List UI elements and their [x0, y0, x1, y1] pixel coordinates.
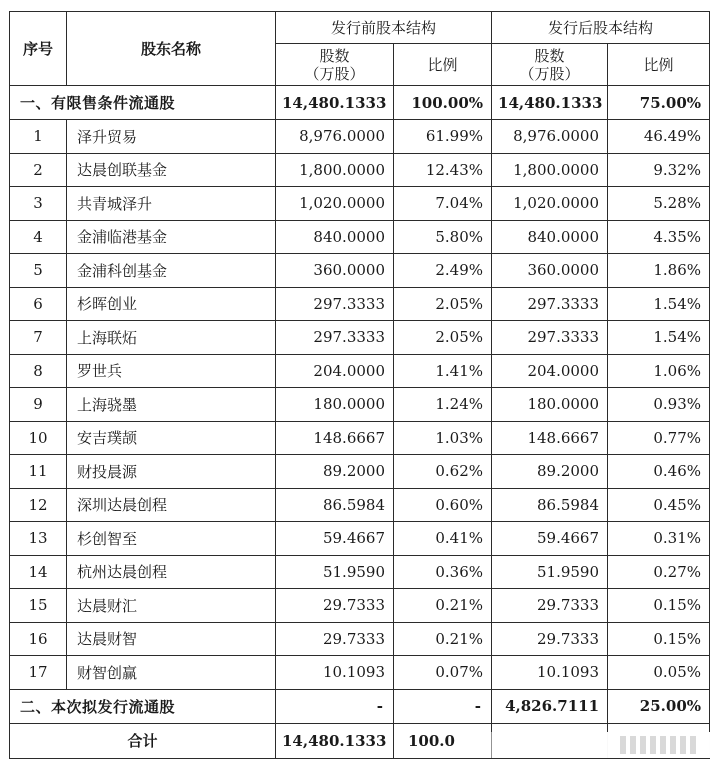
table-row: [10, 254, 710, 288]
share-structure-table: [9, 11, 710, 759]
before-ratio: 100.00%: [394, 86, 492, 120]
row-seq: 13: [10, 522, 67, 556]
row-after-shares: 1,800.0000: [492, 153, 608, 187]
row-before-ratio: 0.36%: [394, 555, 492, 589]
row-shareholder-name: 财智创赢: [67, 656, 276, 690]
section-title: 一、有限售条件流通股: [10, 86, 276, 120]
row-before-ratio: 2.05%: [394, 321, 492, 355]
row-before-shares: 180.0000: [276, 388, 394, 422]
row-shareholder-name: 杭州达晨创程: [67, 555, 276, 589]
row-seq: 4: [10, 220, 67, 254]
row-before-shares: 840.0000: [276, 220, 394, 254]
row-seq: 10: [10, 421, 67, 455]
row-seq: 8: [10, 354, 67, 388]
row-seq: 15: [10, 589, 67, 623]
row-before-ratio: 2.49%: [394, 254, 492, 288]
table-row: [10, 220, 710, 254]
row-after-shares: 29.7333: [492, 622, 608, 656]
header-before-issue: 发行前股本结构: [276, 12, 492, 44]
row-shareholder-name: 达晨财汇: [67, 589, 276, 623]
row-after-shares: 29.7333: [492, 589, 608, 623]
row-shareholder-name: 金浦临港基金: [67, 220, 276, 254]
table-row: [10, 656, 710, 690]
row-before-shares: 1,020.0000: [276, 187, 394, 221]
row-after-shares: 297.3333: [492, 321, 608, 355]
row-before-ratio: 1.41%: [394, 354, 492, 388]
before-ratio: -: [394, 689, 492, 723]
row-before-ratio: 1.03%: [394, 421, 492, 455]
after-shares: 14,480.1333: [492, 86, 608, 120]
row-seq: 3: [10, 187, 67, 221]
section-restricted-row: [10, 86, 710, 120]
row-before-shares: 51.9590: [276, 555, 394, 589]
row-shareholder-name: 共青城泽升: [67, 187, 276, 221]
row-after-ratio: 0.93%: [608, 388, 710, 422]
header-after-ratio: 比例: [608, 44, 710, 86]
after-ratio: 75.00%: [608, 86, 710, 120]
row-after-ratio: 1.86%: [608, 254, 710, 288]
row-after-shares: 1,020.0000: [492, 187, 608, 221]
table-row: [10, 354, 710, 388]
row-before-ratio: 2.05%: [394, 287, 492, 321]
row-after-ratio: 46.49%: [608, 120, 710, 154]
table-row: [10, 555, 710, 589]
row-shareholder-name: 杉创智至: [67, 522, 276, 556]
row-before-ratio: 0.21%: [394, 622, 492, 656]
row-after-ratio: 1.54%: [608, 321, 710, 355]
row-after-ratio: 0.77%: [608, 421, 710, 455]
row-after-ratio: 4.35%: [608, 220, 710, 254]
row-before-shares: 10.1093: [276, 656, 394, 690]
row-seq: 16: [10, 622, 67, 656]
row-seq: 12: [10, 488, 67, 522]
section-new-issue-row: [10, 689, 710, 723]
row-after-shares: 297.3333: [492, 287, 608, 321]
header-seq: 序号: [10, 12, 67, 86]
row-seq: 7: [10, 321, 67, 355]
row-before-ratio: 1.24%: [394, 388, 492, 422]
row-seq: 11: [10, 455, 67, 489]
row-before-ratio: 0.21%: [394, 589, 492, 623]
section-title: 二、本次拟发行流通股: [10, 689, 276, 723]
row-before-shares: 204.0000: [276, 354, 394, 388]
table-row: [10, 120, 710, 154]
row-after-shares: 840.0000: [492, 220, 608, 254]
watermark-overlay: [468, 732, 720, 758]
row-after-ratio: 0.05%: [608, 656, 710, 690]
row-before-ratio: 61.99%: [394, 120, 492, 154]
row-before-ratio: 7.04%: [394, 187, 492, 221]
row-before-ratio: 0.62%: [394, 455, 492, 489]
row-before-shares: 29.7333: [276, 589, 394, 623]
table-row: [10, 421, 710, 455]
row-before-ratio: 5.80%: [394, 220, 492, 254]
row-seq: 17: [10, 656, 67, 690]
row-before-shares: 89.2000: [276, 455, 394, 489]
row-after-ratio: 0.46%: [608, 455, 710, 489]
header-after-issue: 发行后股本结构: [492, 12, 710, 44]
row-before-shares: 148.6667: [276, 421, 394, 455]
row-after-shares: 10.1093: [492, 656, 608, 690]
row-seq: 9: [10, 388, 67, 422]
table-row: [10, 388, 710, 422]
row-shareholder-name: 深圳达晨创程: [67, 488, 276, 522]
after-shares: 4,826.7111: [492, 689, 608, 723]
table-row: [10, 321, 710, 355]
row-before-shares: 59.4667: [276, 522, 394, 556]
row-before-ratio: 0.60%: [394, 488, 492, 522]
row-shareholder-name: 财投晨源: [67, 455, 276, 489]
row-before-shares: 297.3333: [276, 321, 394, 355]
table-row: [10, 622, 710, 656]
row-after-ratio: 0.27%: [608, 555, 710, 589]
before-shares: -: [276, 689, 394, 723]
row-after-ratio: 0.15%: [608, 589, 710, 623]
row-shareholder-name: 金浦科创基金: [67, 254, 276, 288]
total-before-shares: 14,480.1333: [276, 723, 394, 758]
table-row: [10, 522, 710, 556]
row-before-shares: 86.5984: [276, 488, 394, 522]
row-after-shares: 86.5984: [492, 488, 608, 522]
row-shareholder-name: 达晨财智: [67, 622, 276, 656]
header-before-shares: 股数 （万股）: [276, 44, 394, 86]
table-row: [10, 287, 710, 321]
row-after-ratio: 1.06%: [608, 354, 710, 388]
after-ratio: 25.00%: [608, 689, 710, 723]
row-after-shares: 360.0000: [492, 254, 608, 288]
table-row: [10, 589, 710, 623]
row-before-shares: 8,976.0000: [276, 120, 394, 154]
total-label: 合计: [10, 723, 276, 758]
row-shareholder-name: 罗世兵: [67, 354, 276, 388]
row-seq: 6: [10, 287, 67, 321]
row-shareholder-name: 达晨创联基金: [67, 153, 276, 187]
row-shareholder-name: 上海骁墨: [67, 388, 276, 422]
row-before-shares: 360.0000: [276, 254, 394, 288]
row-after-shares: 51.9590: [492, 555, 608, 589]
header-before-ratio: 比例: [394, 44, 492, 86]
row-after-shares: 148.6667: [492, 421, 608, 455]
table-row: [10, 187, 710, 221]
watermark-bars: [620, 736, 696, 754]
row-shareholder-name: 泽升贸易: [67, 120, 276, 154]
row-seq: 14: [10, 555, 67, 589]
row-before-shares: 29.7333: [276, 622, 394, 656]
row-after-ratio: 9.32%: [608, 153, 710, 187]
total-before-ratio: 100.0: [394, 723, 492, 758]
row-before-ratio: 0.41%: [394, 522, 492, 556]
row-after-ratio: 1.54%: [608, 287, 710, 321]
row-after-shares: 89.2000: [492, 455, 608, 489]
header-after-shares: 股数 （万股）: [492, 44, 608, 86]
row-before-shares: 1,800.0000: [276, 153, 394, 187]
row-after-ratio: 0.15%: [608, 622, 710, 656]
row-before-ratio: 0.07%: [394, 656, 492, 690]
row-after-shares: 59.4667: [492, 522, 608, 556]
table-row: [10, 455, 710, 489]
table-row: [10, 153, 710, 187]
row-shareholder-name: 杉晖创业: [67, 287, 276, 321]
row-after-shares: 180.0000: [492, 388, 608, 422]
row-seq: 1: [10, 120, 67, 154]
row-seq: 2: [10, 153, 67, 187]
header-shareholder-name: 股东名称: [67, 12, 276, 86]
row-after-ratio: 0.45%: [608, 488, 710, 522]
row-after-shares: 204.0000: [492, 354, 608, 388]
row-shareholder-name: 安吉璞颉: [67, 421, 276, 455]
table-row: [10, 488, 710, 522]
before-shares: 14,480.1333: [276, 86, 394, 120]
row-before-shares: 297.3333: [276, 287, 394, 321]
row-after-shares: 8,976.0000: [492, 120, 608, 154]
row-after-ratio: 0.31%: [608, 522, 710, 556]
row-seq: 5: [10, 254, 67, 288]
row-shareholder-name: 上海联炻: [67, 321, 276, 355]
row-after-ratio: 5.28%: [608, 187, 710, 221]
row-before-ratio: 12.43%: [394, 153, 492, 187]
